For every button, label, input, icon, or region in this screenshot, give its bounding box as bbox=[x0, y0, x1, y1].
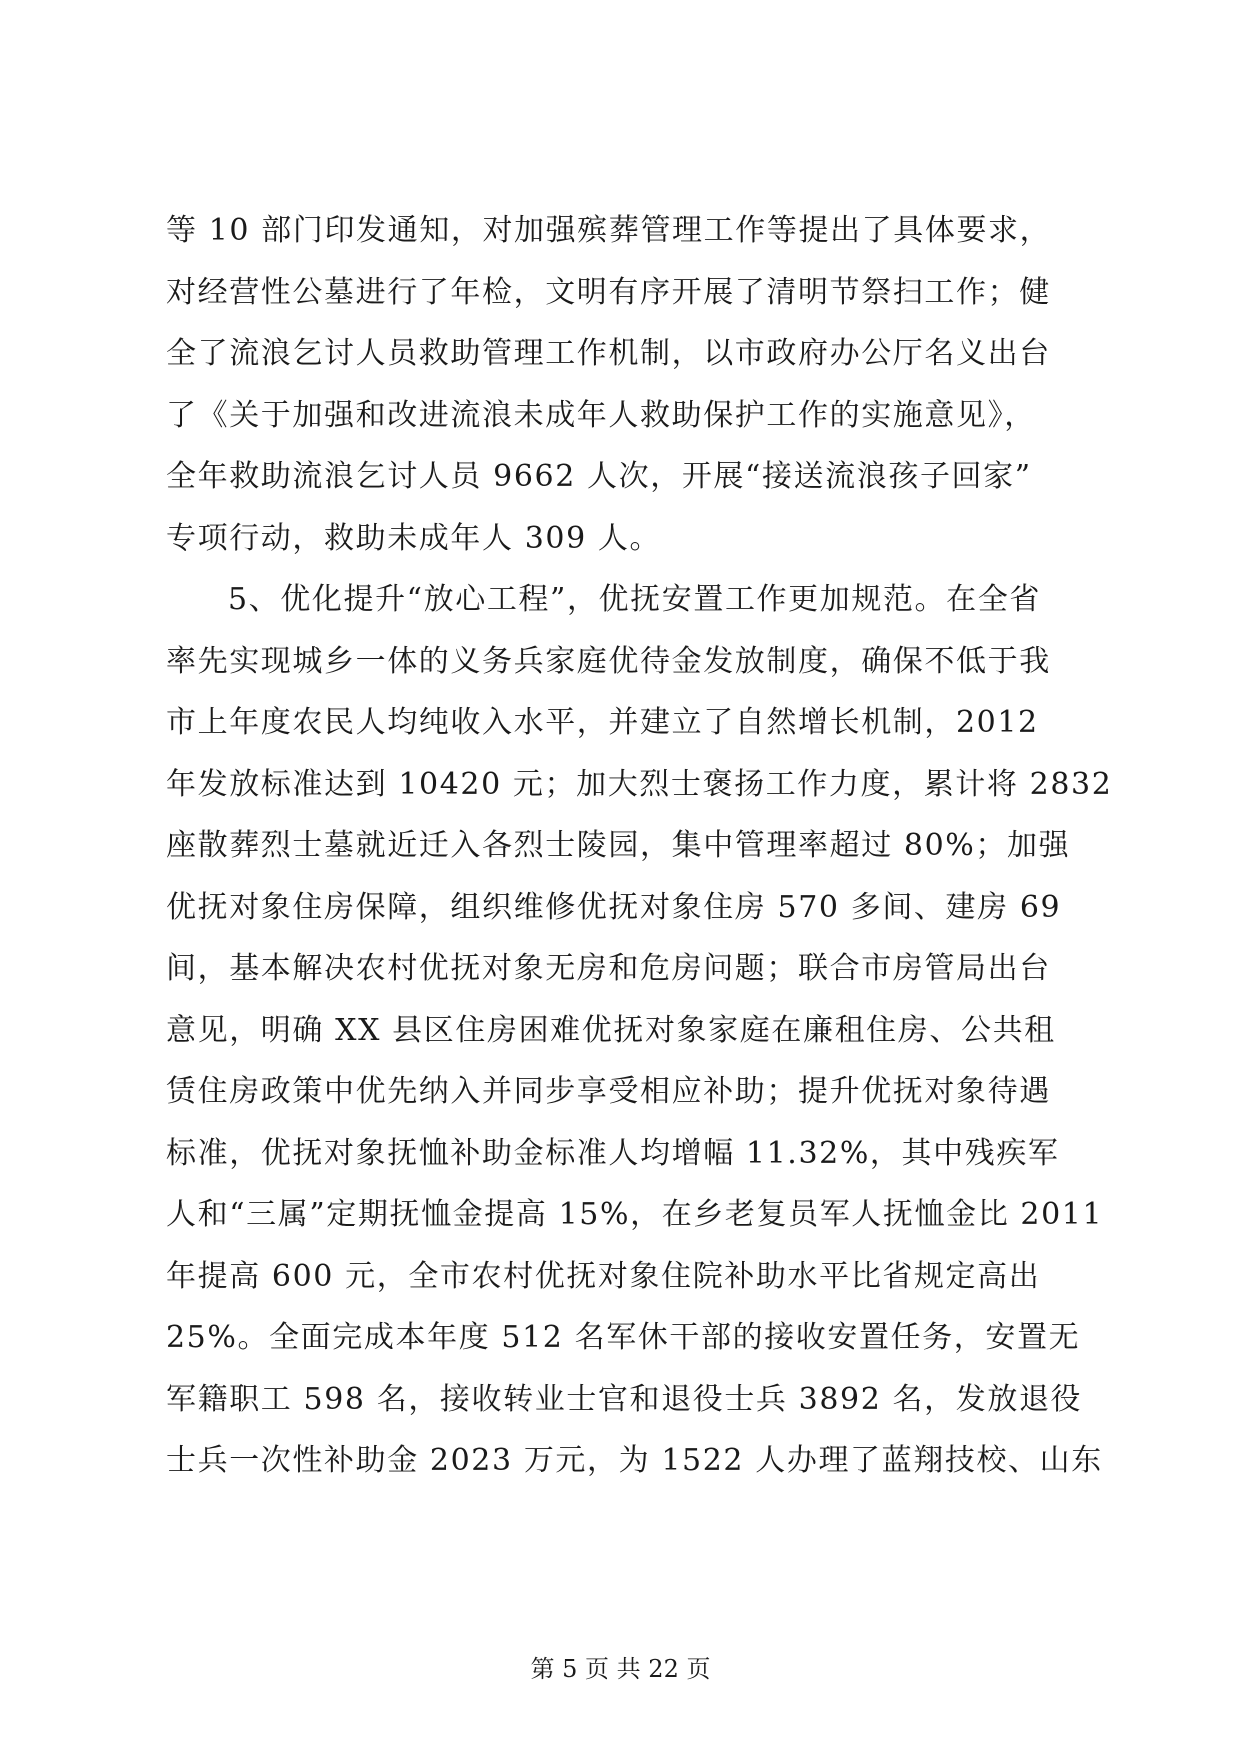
text-line: 全了流浪乞讨人员救助管理工作机制，以市政府办公厅名义出台 bbox=[166, 336, 1051, 371]
text-line: 市上年度农民人均纯收入水平，并建立了自然增长机制，2012 bbox=[166, 705, 1039, 740]
text-line: 等 10 部门印发通知，对加强殡葬管理工作等提出了具体要求， bbox=[166, 213, 1052, 248]
text-line: 军籍职工 598 名，接收转业士官和退役士兵 3892 名，发放退役 bbox=[166, 1381, 1083, 1417]
text-line: 对经营性公墓进行了年检，文明有序开展了清明节祭扫工作；健 bbox=[166, 274, 1051, 310]
text-line: 座散葬烈士墓就近迁入各烈士陵园，集中管理率超过 80%；加强 bbox=[166, 828, 1071, 863]
text-line: 率先实现城乡一体的义务兵家庭优待金发放制度，确保不低于我 bbox=[166, 643, 1051, 679]
text-line: 优抚对象住房保障，组织维修优抚对象住房 570 多间、建房 69 bbox=[166, 889, 1062, 925]
text-line: 人和“三属”定期抚恤金提高 15%，在乡老复员军人抚恤金比 2011 bbox=[166, 1197, 1104, 1232]
paragraph-start-line: 5、优化提升“放心工程”，优抚安置工作更加规范。在全省 bbox=[228, 582, 1041, 617]
text-line: 25%。全面完成本年度 512 名军休干部的接收安置任务，安置无 bbox=[166, 1320, 1081, 1355]
text-line: 士兵一次性补助金 2023 万元，为 1522 人办理了蓝翔技校、山东 bbox=[166, 1443, 1103, 1478]
text-line: 年提高 600 元，全市农村优抚对象住院补助水平比省规定高出 bbox=[166, 1258, 1041, 1294]
text-line: 全年救助流浪乞讨人员 9662 人次，开展“接送流浪孩子回家” bbox=[166, 459, 1032, 494]
text-line: 了《关于加强和改进流浪未成年人救助保护工作的实施意见》， bbox=[166, 397, 1036, 433]
text-line: 赁住房政策中优先纳入并同步享受相应补助；提升优抚对象待遇 bbox=[166, 1074, 1051, 1109]
text-line: 意见，明确 XX 县区住房困难优抚对象家庭在廉租住房、公共租 bbox=[166, 1012, 1056, 1048]
page-number-footer: 第 5 页 共 22 页 bbox=[530, 1655, 711, 1683]
text-line: 标准，优抚对象抚恤补助金标准人均增幅 11.32%，其中残疾军 bbox=[166, 1135, 1060, 1171]
text-line: 间，基本解决农村优抚对象无房和危房问题；联合市房管局出台 bbox=[166, 951, 1051, 986]
text-line: 专项行动，救助未成年人 309 人。 bbox=[166, 520, 662, 556]
text-line: 年发放标准达到 10420 元；加大烈士褒扬工作力度，累计将 2832 bbox=[166, 766, 1113, 802]
document-body bbox=[166, 200, 1113, 1492]
